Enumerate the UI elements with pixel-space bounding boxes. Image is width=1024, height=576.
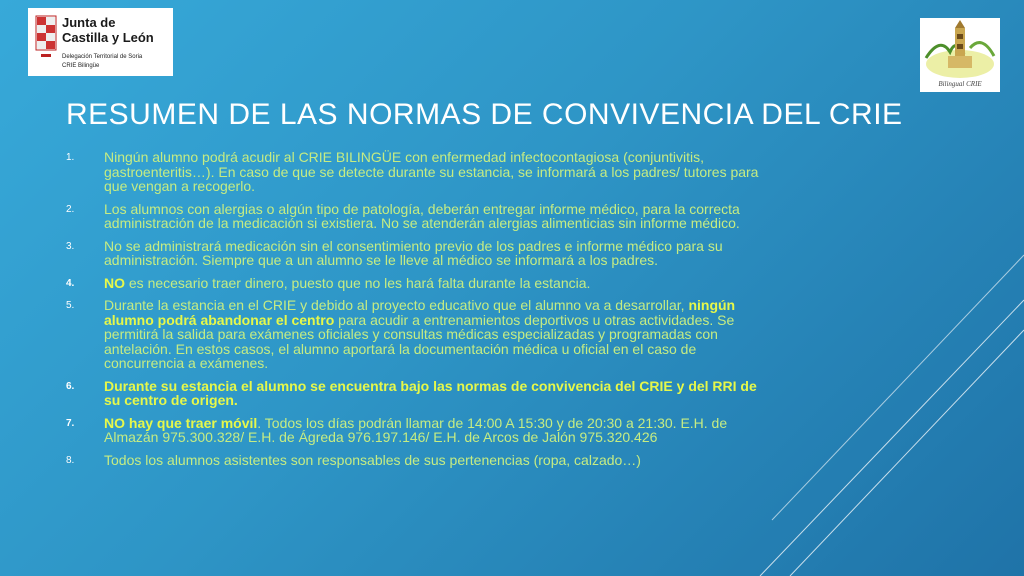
list-item [66, 453, 776, 468]
item-bold-text: NO hay que traer móvil [104, 414, 258, 431]
item-text: Todos los alumnos asistentes son responsables de sus pertenencias (ropa, calzado…) [104, 451, 641, 468]
list-item [66, 298, 776, 371]
logo-line-1: Junta de [62, 15, 116, 30]
item-number: 2. [66, 203, 75, 215]
junta-castilla-leon-logo [28, 8, 173, 76]
bilingual-crie-logo [920, 18, 1000, 92]
list-item [66, 416, 776, 445]
item-text-post: para acudir a entrenamientos deportivos u otras actividades. Se permitirá la salida para exámenes oficiales y consultas médicas especializadas y programadas con antelación. En estos casos, el alumno aportará la documentación médica u oficial en el caso de concurrencia a exámenes. [104, 311, 735, 371]
list-item [66, 239, 776, 268]
logo-caption: Bilingual CRIE [938, 80, 982, 88]
item-number: 3. [66, 240, 75, 252]
item-number: 1. [66, 152, 75, 163]
item-text: es necesario traer dinero, puesto que no les hará falta durante la estancia. [125, 274, 591, 291]
item-number: 6. [66, 380, 75, 392]
item-number: 7. [66, 417, 75, 429]
item-text: Ningún alumno podrá acudir al CRIE BILINGÜE con enfermedad infectocontagiosa (conjuntivitis, gastroenteritis…). En caso de que se detecte durante su estancia, se informará a los padres/ tutores para que vengan a recogerlo. [104, 149, 759, 194]
logo-line-2: Castilla y León [62, 30, 154, 45]
tower-illustration-icon [920, 18, 1000, 82]
item-bold-text: ningún alumno podrá abandonar el centro [104, 297, 736, 328]
item-number: 8. [66, 454, 75, 466]
list-item [66, 276, 776, 291]
item-text: Los alumnos con alergias o algún tipo de patología, deberán entregar informe médico, para la correcta administración de la medicación si existiera. No se atenderán alergias alimenticias sin informe médico. [104, 200, 740, 231]
page-title: RESUMEN DE LAS NORMAS DE CONVIVENCIA DEL CRIE [66, 98, 903, 131]
list-item [66, 150, 776, 194]
list-item [66, 379, 776, 408]
item-number: 4. [66, 277, 75, 289]
item-text: No se administrará medicación sin el consentimiento previo de los padres e informe médico para su administración. Siempre que a un alumno se le lleve al médico se informará a los padres. [104, 237, 723, 268]
item-number: 5. [66, 300, 75, 311]
item-text-pre: Durante la estancia en el CRIE y debido al proyecto educativo que el alumno va a desarrollar, [104, 297, 689, 313]
item-bold-text: NO [104, 274, 125, 291]
logo-line-4: CRIE Bilingüe [62, 63, 100, 69]
list-item [66, 202, 776, 231]
item-text: . Todos los días podrán llamar de 14:00 A 15:30 y de 20:30 a 21:30. E.H. de Almazán 975.300.328/ E.H. de Ágreda 976.197.146/ E.H. de Arcos de Jalón 975.320.426 [104, 414, 728, 445]
coat-of-arms-icon [35, 14, 57, 70]
item-text: Durante su estancia el alumno se encuentra bajo las normas de convivencia del CRIE y del RRI de su centro de origen. [104, 377, 757, 408]
logo-line-3: Delegación Territorial de Soria [62, 54, 143, 60]
rules-list [66, 150, 776, 475]
